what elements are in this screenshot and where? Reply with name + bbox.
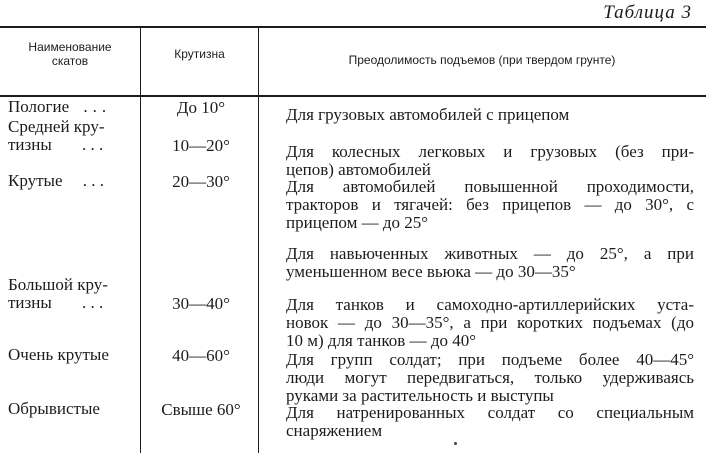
row-5-name-dots: . . . — [82, 293, 104, 312]
table-top-rule — [0, 26, 706, 28]
row-3-slope: 20—30° — [172, 172, 230, 191]
row-7-name: Обрывистые — [8, 399, 100, 418]
row-3-desc-line-3: прицепом — до 25° — [286, 213, 429, 232]
row-2-name-line-2 — [8, 136, 103, 153]
row-1-name-dots: ... — [83, 97, 112, 116]
row-1-name — [8, 98, 111, 115]
row-2-desc — [286, 143, 694, 179]
row-3-desc-line-2: тракторов и тягачей: без прицепов — до 30°, с — [286, 195, 694, 214]
row-2-name-dots: . . . — [82, 135, 104, 154]
row-1-desc-line-1: Для грузовых автомобилей с прицепом — [286, 105, 570, 124]
row-7-desc-line-1: Для натренированных солдат со специальным — [286, 403, 694, 422]
row-3-name-text: Крутые — [8, 171, 63, 190]
row-2-slope: 10—20° — [172, 136, 230, 155]
row-4-desc — [286, 245, 694, 281]
header-slope-name-line-2: скатов — [51, 54, 89, 68]
header-slope-name-line-1: Наименование — [28, 40, 112, 54]
column-divider-2 — [258, 27, 259, 453]
table-caption: Таблица 3 — [603, 2, 692, 23]
header-slope-name — [4, 40, 136, 68]
row-2-name-text: тизны — [8, 135, 52, 154]
row-6-desc-line-1: Для групп солдат; при подъеме более 40—45° — [286, 350, 694, 369]
row-3-name-dots: . . . — [82, 171, 105, 190]
row-5-name-line-1: Большой кру- — [8, 275, 108, 294]
header-steepness: Крутизна — [174, 47, 225, 61]
row-2-desc-line-1: Для колесных легковых и грузовых (без при- — [286, 142, 694, 161]
row-1-slope: До 10° — [176, 98, 226, 117]
row-3-desc-line-1: Для автомобилей повышенной проходимости, — [286, 177, 694, 196]
row-4-desc-line-2: уменьшенном весе вьюка — до 30—35° — [286, 262, 576, 281]
row-5-desc-line-1: Для танков и самоходно-артиллерийских уста- — [286, 295, 694, 314]
row-2-desc-line-2: цепов) автомобилей — [286, 160, 431, 179]
row-4-desc-line-1: Для навьюченных животных — до 25°, а при — [286, 244, 694, 263]
row-5-name-line-2 — [8, 294, 103, 311]
row-5-slope: 30—40° — [172, 294, 230, 313]
row-5-desc — [286, 296, 694, 350]
row-7-desc-line-2: снаряжением — [286, 421, 383, 440]
column-divider-1 — [140, 27, 141, 453]
row-3-desc — [286, 178, 694, 232]
row-3-name — [8, 172, 104, 189]
row-2-name-line-1: Средней кру- — [8, 117, 105, 136]
row-7-slope: Свыше 60° — [161, 400, 241, 419]
row-6-slope: 40—60° — [172, 346, 230, 365]
row-6-desc — [286, 351, 694, 405]
print-speck — [454, 442, 457, 445]
row-5-name-text: тизны — [8, 293, 52, 312]
row-6-desc-line-3: руками за растительность и выступы — [286, 386, 554, 405]
row-5-desc-line-2: новок — до 30—35°, а при коротких подъемах (до — [286, 313, 694, 332]
row-6-name: Очень крутые — [8, 345, 109, 364]
row-1-name-text: Пологие — [8, 97, 70, 116]
header-passability: Преодолимость подъемов (при твердом грунте) — [348, 53, 616, 67]
row-7-desc — [286, 404, 694, 440]
row-1-desc — [286, 106, 694, 124]
row-6-desc-line-2: люди могут передвигаться, только удерживаясь — [286, 368, 694, 387]
row-5-desc-line-3: 10 м) для танков — до 40° — [286, 331, 477, 350]
